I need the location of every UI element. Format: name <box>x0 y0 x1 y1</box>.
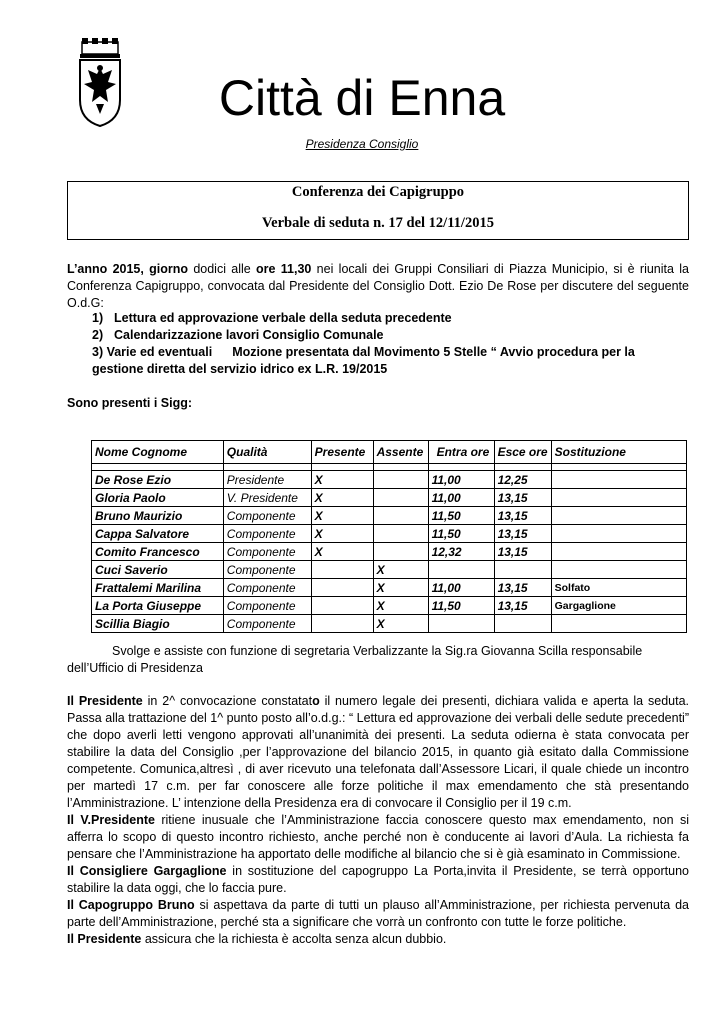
table-row <box>92 489 687 507</box>
minutes-paragraph <box>67 931 689 948</box>
col-header-out: Esce ore <box>494 441 551 464</box>
table-row <box>92 507 687 525</box>
present-label: Sono presenti i Sigg: <box>67 396 193 410</box>
col-header-present: Presente <box>311 441 373 464</box>
cell-name: Bruno Maurizio <box>92 507 224 525</box>
spacer-cell <box>311 464 373 471</box>
cell-absent <box>373 507 428 525</box>
agenda-item-number: 1) <box>92 311 104 325</box>
paragraph-text: o <box>312 694 320 708</box>
cell-exit-time: 13,15 <box>494 489 551 507</box>
col-header-absent: Assente <box>373 441 428 464</box>
cell-role: Componente <box>223 543 311 561</box>
spacer-cell <box>223 464 311 471</box>
col-header-in: Entra ore <box>428 441 494 464</box>
intro-time: ore 11,30 <box>256 262 312 276</box>
agenda-item-text: Lettura ed approvazione verbale della seduta precedente <box>114 311 452 325</box>
cell-absent <box>373 471 428 489</box>
cell-name: Gloria Paolo <box>92 489 224 507</box>
document-title: Conferenza dei Capigruppo <box>291 184 465 200</box>
cell-absent <box>373 489 428 507</box>
table-header-row <box>92 441 687 464</box>
agenda-item <box>67 327 689 344</box>
paragraph-text: in 2^ convocazione constatat <box>142 694 313 708</box>
paragraph-text: assicura che la richiesta è accolta senza alcun dubbio. <box>141 932 447 946</box>
cell-role: Presidente <box>223 471 311 489</box>
cell-present <box>311 597 373 615</box>
intro-paragraph <box>67 261 689 312</box>
agenda-item <box>67 310 689 327</box>
cell-exit-time: 13,15 <box>494 543 551 561</box>
cell-substitution <box>551 489 686 507</box>
cell-role: Componente <box>223 579 311 597</box>
cell-name: Comito Francesco <box>92 543 224 561</box>
agenda-item-text: Calendarizzazione lavori Consiglio Comunale <box>114 328 384 342</box>
cell-entry-time: 11,00 <box>428 579 494 597</box>
cell-substitution: Gargaglione <box>551 597 686 615</box>
cell-present <box>311 579 373 597</box>
agenda-list <box>67 310 689 378</box>
cell-absent: X <box>373 561 428 579</box>
cell-name: Frattalemi Marilina <box>92 579 224 597</box>
spacer-cell <box>428 464 494 471</box>
cell-entry-time: 11,50 <box>428 507 494 525</box>
cell-name: La Porta Giuseppe <box>92 597 224 615</box>
cell-name: Cuci Saverio <box>92 561 224 579</box>
spacer-cell <box>373 464 428 471</box>
cell-present <box>311 615 373 633</box>
city-title: Città di Enna <box>218 70 506 126</box>
cell-exit-time: 12,25 <box>494 471 551 489</box>
table-row <box>92 615 687 633</box>
minutes-paragraph <box>67 897 689 931</box>
spacer-cell <box>92 464 224 471</box>
cell-entry-time: 11,50 <box>428 597 494 615</box>
paragraph-text: il numero legale dei presenti, dichiara valida e aperta la seduta. Passa alla trattazione del 1^ punto posto all’o.d.g.: “ Lettura ed approvazione dei verbali delle sedute precedenti” che dopo averli letti vengono approvati all’unanimità dei presenti. La seduta odierna è stata convocata per stabilire la data del Consiglio ,per l’approvazione del bilancio 2015, in quanto già esitato dalla Commissione competente. Comunica,altresì , di aver ricevuto una telefonata dall’Assessore Licari, il quale chiede un incontro per martedì 17 c.m. per far conoscere alle forze politiche il max emendamento che stà presentando l’Amministrazione. L’ intenzione della Presidenza era di convocare il Consiglio per il 19 c.m. <box>67 694 690 810</box>
intro-text-2: nei locali dei Gruppi Consiliari di Piazza Municipio, si è riunita la Conferenza Capigruppo, convocata dal Presidente del Consiglio Dott. Ezio De Rose per discutere del seguente O.d.G: <box>67 262 689 310</box>
cell-entry-time: 11,50 <box>428 525 494 543</box>
paragraph-text: si aspettava da parte di tutti un plauso all’Amministrazione, per richiesta pervenuta da parte dell’Amministrazione, perché sta a significare che vorrà un confronto con tutte le forze politiche. <box>67 898 689 929</box>
speaker-label: Il V.Presidente <box>67 813 155 827</box>
secretary-line: Svolge e assiste con funzione di segretaria Verbalizzante la Sig.ra Giovanna Scilla responsabile <box>112 644 643 658</box>
cell-present: X <box>311 507 373 525</box>
cell-role: Componente <box>223 561 311 579</box>
agenda-item-number: 2) <box>92 328 104 342</box>
minutes-paragraph <box>67 812 689 863</box>
session-reference: Verbale di seduta n. 17 del 12/11/2015 <box>262 215 494 231</box>
cell-name: Scillia Biagio <box>92 615 224 633</box>
cell-role: Componente <box>223 525 311 543</box>
cell-substitution <box>551 507 686 525</box>
spacer-cell <box>494 464 551 471</box>
agenda-item-text: Mozione presentata dal Movimento 5 Stelle “ Avvio procedura per la gestione diretta del servizio idrico ex L.R. 19/2015 <box>92 345 635 376</box>
cell-substitution <box>551 615 686 633</box>
minutes-body <box>67 693 689 948</box>
col-header-name: Nome Cognome <box>92 441 224 464</box>
table-spacer-row <box>92 464 687 471</box>
paragraph-text: in sostituzione del capogruppo La Porta,invita il Presidente, se terrà opportuno stabilire la data oggi, che lo faccia pure. <box>67 864 689 895</box>
cell-exit-time: 13,15 <box>494 507 551 525</box>
col-header-substitution: Sostituzione <box>551 441 686 464</box>
table-row <box>92 525 687 543</box>
minutes-paragraph <box>67 693 689 812</box>
intro-date-lead: L’anno 2015, giorno <box>67 262 189 276</box>
col-header-role: Qualità <box>223 441 311 464</box>
cell-substitution <box>551 471 686 489</box>
paragraph-text: ritiene inusuale che l’Amministrazione faccia conoscere questo max emendamento, non si afferra lo scopo di questo incontro richiesto, anche perché non è conducente ai lavori d’Aula. La richiesta fa pensare che l’Amministrazione ha apportato delle modifiche al bilancio che si è già esaminato in Commissione. <box>67 813 689 861</box>
secretary-paragraph <box>67 643 689 677</box>
cell-present: X <box>311 471 373 489</box>
cell-present: X <box>311 489 373 507</box>
cell-absent: X <box>373 579 428 597</box>
table-row <box>92 471 687 489</box>
intro-text-1: dodici alle <box>188 262 257 276</box>
cell-absent <box>373 543 428 561</box>
minutes-paragraph <box>67 863 689 897</box>
speaker-label: Il Presidente <box>67 932 142 946</box>
cell-entry-time: 12,32 <box>428 543 494 561</box>
cell-substitution: Solfato <box>551 579 686 597</box>
speaker-label: Il Consigliere Gargaglione <box>67 864 227 878</box>
attendance-table <box>91 440 687 633</box>
cell-entry-time: 11,00 <box>428 489 494 507</box>
table-row <box>92 597 687 615</box>
agenda-item <box>67 344 689 378</box>
cell-exit-time: 13,15 <box>494 525 551 543</box>
cell-role: Componente <box>223 597 311 615</box>
cell-substitution <box>551 525 686 543</box>
secretary-line: dell’Ufficio di Presidenza <box>67 661 203 675</box>
speaker-label: Il Presidente <box>67 694 143 708</box>
cell-present: X <box>311 525 373 543</box>
cell-entry-time: 11,00 <box>428 471 494 489</box>
cell-exit-time: 13,15 <box>494 579 551 597</box>
speaker-label: Il Capogruppo Bruno <box>67 898 195 912</box>
cell-name: Cappa Salvatore <box>92 525 224 543</box>
cell-entry-time <box>428 615 494 633</box>
cell-absent <box>373 525 428 543</box>
table-row <box>92 579 687 597</box>
agenda-item-lead: 3) Varie ed eventuali <box>92 345 213 359</box>
cell-present: X <box>311 543 373 561</box>
table-row <box>92 561 687 579</box>
cell-substitution <box>551 543 686 561</box>
cell-role: Componente <box>223 615 311 633</box>
cell-present <box>311 561 373 579</box>
cell-substitution <box>551 561 686 579</box>
cell-exit-time <box>494 561 551 579</box>
spacer-cell <box>551 464 686 471</box>
cell-absent: X <box>373 615 428 633</box>
cell-name: De Rose Ezio <box>92 471 224 489</box>
cell-entry-time <box>428 561 494 579</box>
cell-exit-time: 13,15 <box>494 597 551 615</box>
cell-exit-time <box>494 615 551 633</box>
office-subtitle: Presidenza Consiglio <box>305 137 419 151</box>
cell-role: Componente <box>223 507 311 525</box>
cell-role: V. Presidente <box>223 489 311 507</box>
cell-absent: X <box>373 597 428 615</box>
table-row <box>92 543 687 561</box>
